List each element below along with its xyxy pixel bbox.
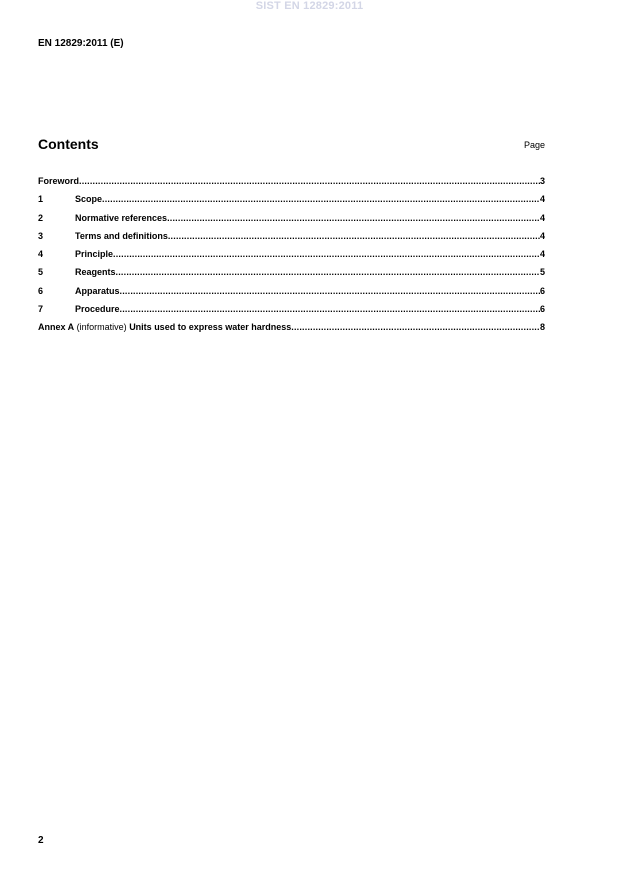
toc-entry-annex-a[interactable] — [38, 321, 545, 339]
toc-entry-title: Foreword — [38, 176, 80, 186]
toc-entry-normative-references[interactable] — [38, 212, 545, 230]
toc-entry-number: 4 — [38, 249, 44, 260]
toc-entry-title: Normative references — [75, 212, 168, 223]
toc-entry-page: 6 — [539, 285, 545, 296]
watermark-text: SIST EN 12829:2011 — [255, 0, 364, 12]
toc-entry-title: Procedure — [75, 304, 120, 315]
document-identifier: EN 12829:2011 (E) — [38, 38, 124, 49]
toc-entry-page: 4 — [539, 249, 545, 260]
toc-entry-page: 3 — [539, 176, 545, 186]
toc-entry-number: 6 — [38, 285, 44, 296]
toc-entry-page: 4 — [539, 194, 545, 205]
toc-leader-dots — [116, 266, 540, 278]
toc-leader-dots — [102, 193, 540, 205]
toc-entry-title — [38, 321, 291, 333]
toc-entry-page: 6 — [539, 304, 545, 315]
toc-entry-terms-and-definitions[interactable] — [38, 230, 545, 248]
toc-leader-dots — [291, 321, 540, 333]
toc-entry-title: Reagents — [75, 267, 116, 278]
annex-title: Units used to express water hardness — [129, 322, 292, 333]
contents-heading: Contents — [38, 136, 99, 152]
page-column-label: Page — [523, 140, 545, 150]
toc-entry-scope[interactable] — [38, 193, 545, 211]
toc-entry-number: 2 — [38, 212, 44, 223]
toc-leader-dots — [167, 212, 540, 224]
toc-entry-apparatus[interactable] — [38, 285, 545, 303]
toc-entry-title: Principle — [75, 249, 114, 260]
toc-entry-page: 4 — [539, 230, 545, 241]
toc-entry-number: 3 — [38, 230, 44, 241]
page-number: 2 — [38, 835, 44, 846]
toc-entry-number: 1 — [38, 194, 44, 205]
toc-entry-number: 5 — [38, 267, 44, 278]
annex-label: Annex A — [38, 322, 75, 333]
toc-entry-page: 5 — [539, 267, 545, 278]
toc-leader-dots — [79, 175, 540, 187]
toc-leader-dots — [120, 285, 540, 297]
table-of-contents — [38, 175, 545, 340]
toc-entry-number: 7 — [38, 304, 44, 315]
toc-entry-title: Scope — [75, 194, 103, 205]
toc-entry-page: 8 — [539, 322, 545, 333]
toc-entry-title: Apparatus — [75, 285, 120, 296]
toc-leader-dots — [113, 248, 540, 260]
toc-entry-title: Terms and definitions — [75, 230, 168, 241]
toc-entry-foreword[interactable] — [38, 175, 545, 193]
toc-entry-procedure[interactable] — [38, 303, 545, 321]
toc-entry-reagents[interactable] — [38, 266, 545, 284]
annex-note: (informative) — [74, 322, 130, 333]
toc-entry-principle[interactable] — [38, 248, 545, 266]
toc-entry-page: 4 — [539, 212, 545, 223]
toc-leader-dots — [120, 303, 540, 315]
toc-leader-dots — [168, 230, 540, 242]
